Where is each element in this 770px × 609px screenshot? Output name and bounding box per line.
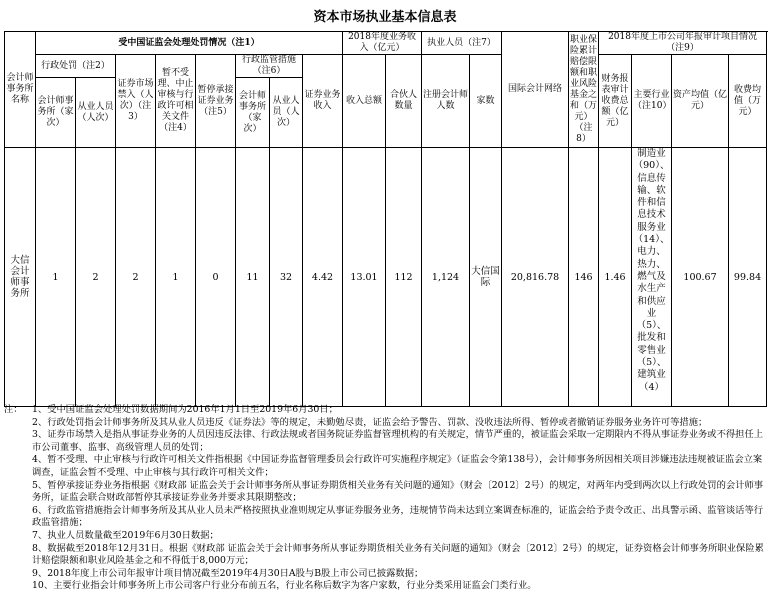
cell-network: 大信国际 bbox=[470, 148, 502, 407]
note-item-8: 8、数据截至2018年12月31日。根据《财政部 证监会关于会计师事务所从事证券期货相关业务有关问题的通知》（财会〔2012〕2号）的规定，证券资格会计师事务所职业保险累计赔偿限额和职业风险基金之和不得低于8,000万元； bbox=[32, 542, 764, 567]
cell-fee-total: 1.46 bbox=[599, 148, 632, 407]
header-suspend-business: 暂停承接证券业务（注5） bbox=[196, 55, 236, 148]
header-admin-firm: 会计师事务所（家次） bbox=[36, 78, 76, 148]
cell-sec-revenue: 4.42 bbox=[303, 148, 343, 407]
note-item-9: 9、2018年度上市公司年报审计项目情况截至2019年4月30日A股与B股上市公司已披露数据； bbox=[32, 567, 424, 579]
cell-reg-firm: 11 bbox=[236, 148, 270, 407]
header-suspend-review: 暂不受理、中止审核与行政许可相关文件（注4） bbox=[156, 55, 196, 148]
note-item-7: 7、执业人员数量截至2019年6月30日数据； bbox=[32, 529, 219, 541]
cell-staff-penalty: 2 bbox=[76, 148, 116, 407]
cell-count: 146 bbox=[569, 148, 599, 407]
header-industry: 主要行业（注10） bbox=[632, 55, 672, 148]
cell-firm: 大信会计师事务所 bbox=[5, 148, 36, 407]
page-title: 资本市场执业基本信息表 bbox=[313, 10, 457, 25]
cell-industry bbox=[632, 148, 672, 407]
cell-total-revenue: 13.01 bbox=[343, 148, 386, 407]
header-firm-name: 会计师事务所名称 bbox=[5, 32, 36, 148]
note-item-3: 3、证券市场禁入是指从事证券业务的人员因违反法律、行政法规或者国务院证券监督管理机构的有关规定，情节严重的，被证监会采取一定期限内不得从事证券业务或不得担任上市公司董事、监事、高级管理人员的处罚； bbox=[32, 429, 764, 453]
notes-section bbox=[4, 404, 766, 593]
header-total-revenue: 收入总额 bbox=[343, 55, 386, 148]
note-item-5: 5、暂停承接证券业务指根据《财政部 证监会关于会计师事务所从事证券期货相关业务有关问题的通知》（财会〔2012〕2号）的规定，对两年内受到两次以上行政处罚的会计师事务所，证监会联合财政部暂停其承接证券业务并要求其限期整改； bbox=[32, 479, 764, 504]
info-table bbox=[4, 31, 767, 407]
cell-insurance: 20,816.78 bbox=[502, 148, 569, 407]
header-asset-avg: 资产均值（亿元） bbox=[672, 55, 729, 148]
header-reg-firm: 会计师事务所（家次） bbox=[236, 78, 270, 148]
header-regulatory-measures: 行政监管措施（注6） bbox=[236, 55, 303, 78]
cell-ban: 2 bbox=[116, 148, 156, 407]
cell-suspend-business: 0 bbox=[196, 148, 236, 407]
cell-partners: 112 bbox=[386, 148, 422, 407]
header-insurance: 职业保险累计赔偿限额和职业风险基金之和（万元）（注8） bbox=[569, 32, 599, 148]
note-item-2: 2、行政处罚指会计师事务所及其从业人员违反《证券法》等的规定，未勤勉尽责，证监会给予警告、罚款、没收违法所得、暂停或者撤销证券服务业务许可等措施； bbox=[32, 416, 708, 428]
header-admin-staff: 从业人员（人次） bbox=[76, 78, 116, 148]
header-network: 国际会计网络 bbox=[502, 32, 569, 148]
cell-reg-staff: 32 bbox=[270, 148, 303, 407]
cell-fee-avg: 99.84 bbox=[729, 148, 767, 407]
header-audit-projects: 2018年度上市公司年报审计项目情况（注9） bbox=[599, 32, 767, 55]
cell-suspend: 1 bbox=[156, 148, 196, 407]
notes-label: 注： bbox=[4, 404, 23, 415]
cell-asset-avg: 100.67 bbox=[672, 148, 729, 407]
header-fee-total: 财务报表审计收费总额（亿元） bbox=[599, 55, 632, 148]
cell-firm-penalty: 1 bbox=[36, 148, 76, 407]
header-fee-avg: 收费均值（万元） bbox=[729, 55, 767, 148]
header-revenue-2018: 2018年度业务收入（亿元） bbox=[343, 32, 422, 55]
note-item-10: 10、主要行业指会计师事务所上市公司客户行业分布前五名，行业名称后数字为客户家数，行业分类采用证监会门类行业。 bbox=[32, 580, 537, 592]
header-cpas: 注册会计师人数 bbox=[422, 55, 470, 148]
header-partners: 合伙人数量 bbox=[386, 55, 422, 148]
note-item-4: 4、暂不受理、中止审核与行政许可相关文件指根据《中国证券监督管理委员会行政许可实施程序规定》（证监会令第138号），会计师事务所因相关项目涉嫌违法违规被证监会立案调查，证监会暂不受理、中止审核与其行政许可相关文件； bbox=[32, 454, 763, 478]
header-count: 家数 bbox=[470, 55, 502, 148]
header-reg-staff: 从业人员（人次） bbox=[270, 78, 303, 148]
cell-cpas: 1,124 bbox=[422, 148, 470, 407]
header-sec-revenue: 证券业务收入 bbox=[303, 55, 343, 148]
header-csrc-penalties: 受中国证监会处理处罚情况（注1） bbox=[36, 32, 343, 55]
header-market-ban: 证券市场禁入（人次）（注3） bbox=[116, 55, 156, 148]
note-item-6: 6、行政监管措施指会计师事务所及其从业人员未严格按照执业准则规定从事证券服务业务，违规情节尚未达到立案调查标准的，证监会给予责令改正、出具警示函、监管谈话等行政监管措施； bbox=[32, 504, 764, 529]
header-practitioners: 执业人员（注7） bbox=[422, 32, 502, 55]
cell-industry-text: 制造业（90）、信息传输、软件和信息技术服务业（14）、电力、热力、燃气及水生产和供应业（5）、批发和零售业（5）、建筑业（4） bbox=[633, 148, 670, 393]
note-item-1: 1、受中国证监会处理处罚数据期间为2016年1月1日至2019年6月30日； bbox=[32, 404, 338, 415]
header-admin-penalty: 行政处罚（注2） bbox=[36, 55, 116, 78]
